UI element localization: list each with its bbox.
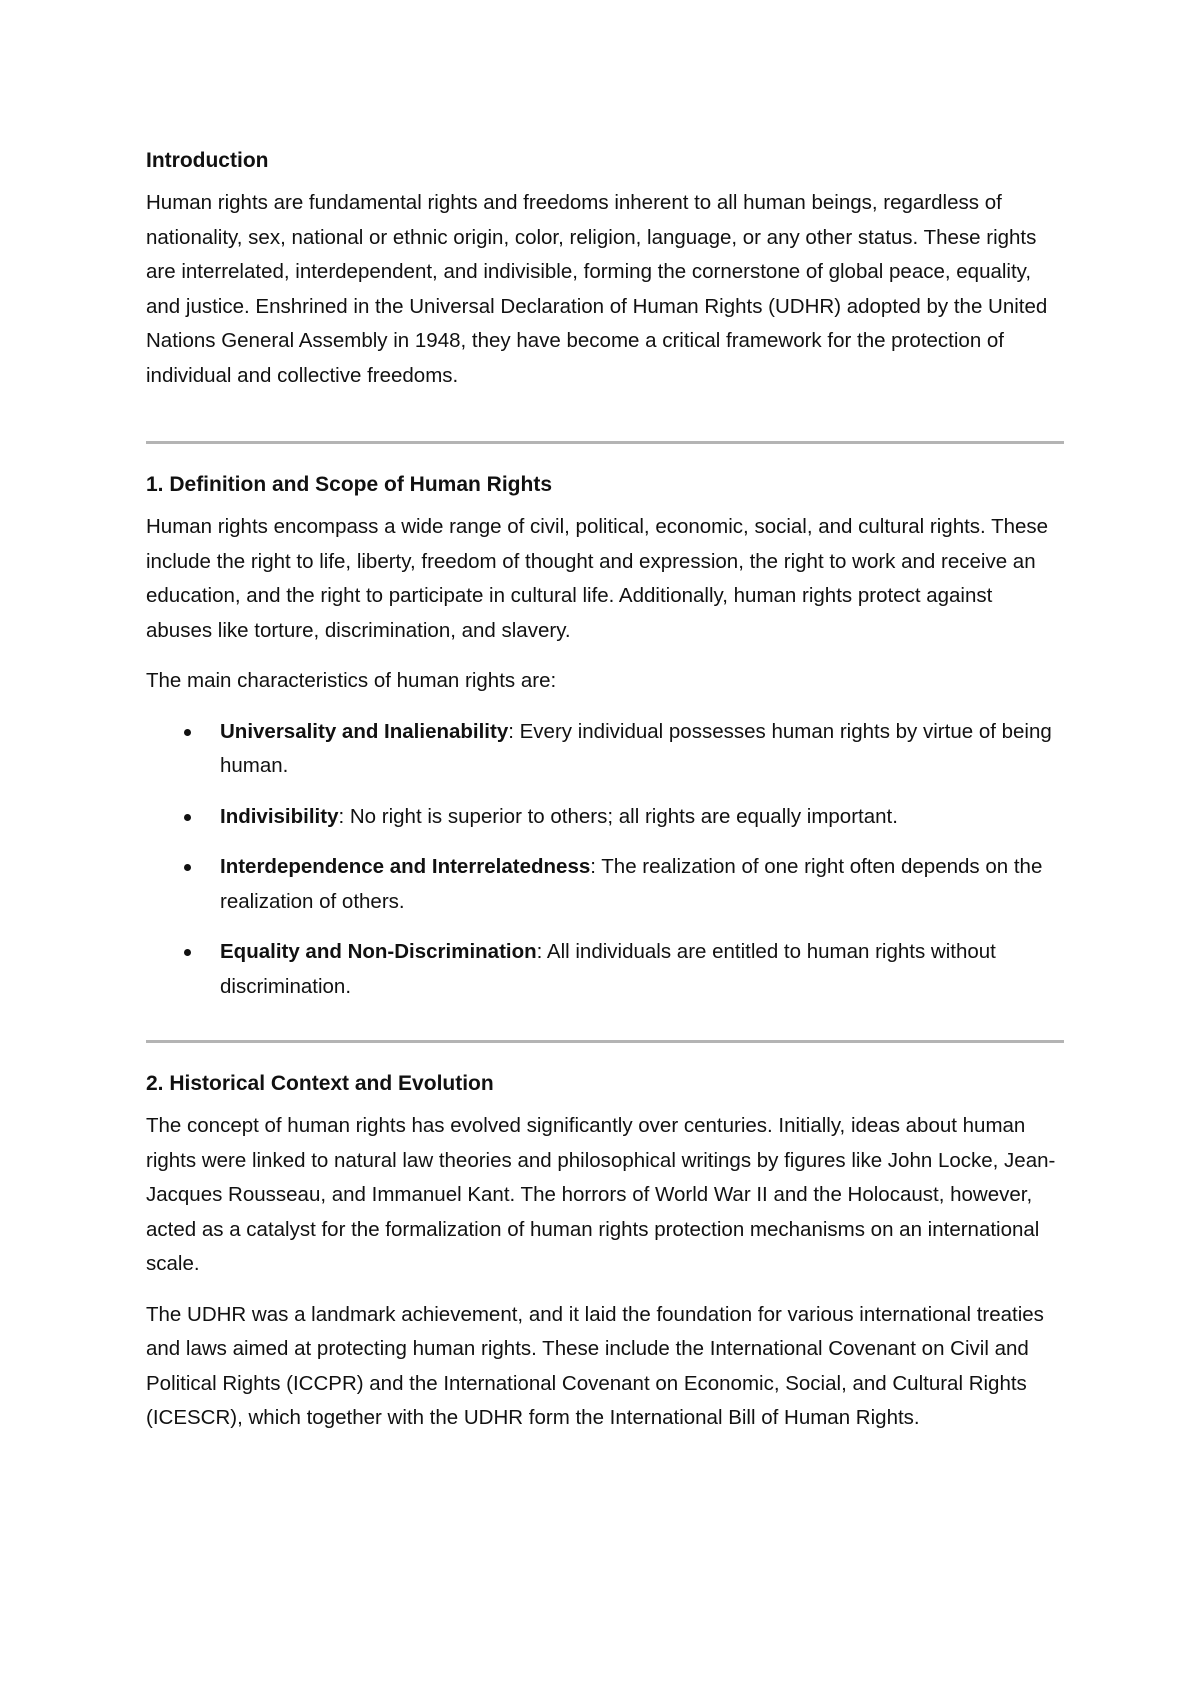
list-item-term: Interdependence and Interrelatedness (220, 855, 591, 878)
list-item-term: Equality and Non-Discrimination (220, 940, 537, 963)
section-2-paragraph-2: The UDHR was a landmark achievement, and it laid the foundation for various international treaties and laws aimed at protecting human rights. These include the International Covenant on Civil and Political Rights (ICCPR) and the International Covenant on Economic, Social, and Cultural Rights (ICESCR), which together with the UDHR form the International Bill of Human Rights. (146, 1302, 1044, 1429)
intro-paragraph: Human rights are fundamental rights and freedoms inherent to all human beings, regardless of nationality, sex, national or ethnic origin, color, religion, language, or any other status. These rights are interrelated, interdependent, and indivisible, forming the cornerstone of global peace, equality, and justice. Enshrined in the Universal Declaration of Human Rights (UDHR) adopted by the United Nations General Assembly in 1948, they have become a critical framework for the protection of individual and collective freedoms. (146, 191, 1048, 387)
list-item-text: : No right is superior to others; all rights are equally important. (338, 804, 898, 828)
characteristics-list (146, 715, 1064, 1005)
list-item (146, 935, 1064, 1004)
section-1-paragraph-2: The main characteristics of human rights are: (146, 669, 557, 692)
list-item-text: : All individuals are entitled to human rights without discrimination. (220, 940, 996, 998)
list-item-term: Universality and Inalienability (220, 719, 509, 743)
list-item-term: Indivisibility (220, 804, 339, 828)
section-1-heading: 1. Definition and Scope of Human Rights (146, 473, 553, 496)
document-page (146, 144, 1064, 1452)
section-2-paragraph-1: The concept of human rights has evolved significantly over centuries. Initially, ideas about human rights were linked to natural law theories and philosophical writings by figures like John Locke, Jean-Jacques Rousseau, and Immanuel Kant. The horrors of World War II and the Holocaust, however, acted as a catalyst for the formalization of human rights protection mechanisms on an international scale. (146, 1114, 1056, 1275)
bullet-icon (184, 814, 191, 821)
list-item (146, 715, 1064, 784)
bullet-icon (184, 949, 191, 956)
list-item-text: : The realization of one right often depends on the realization of others. (220, 855, 1043, 913)
list-item-text: : Every individual possesses human rights by virtue of being human. (220, 719, 1052, 777)
bullet-icon (184, 864, 191, 871)
section-2-heading: 2. Historical Context and Evolution (146, 1072, 494, 1095)
list-item (146, 850, 1064, 919)
list-item (146, 800, 1064, 835)
section-1-paragraph-1: Human rights encompass a wide range of civil, political, economic, social, and cultural rights. These include the right to life, liberty, freedom of thought and expression, the right to work and receive an education, and the right to participate in cultural life. Additionally, human rights protect against abuses like torture, discrimination, and slavery. (146, 515, 1049, 642)
bullet-icon (184, 729, 191, 736)
intro-heading: Introduction (146, 149, 269, 172)
